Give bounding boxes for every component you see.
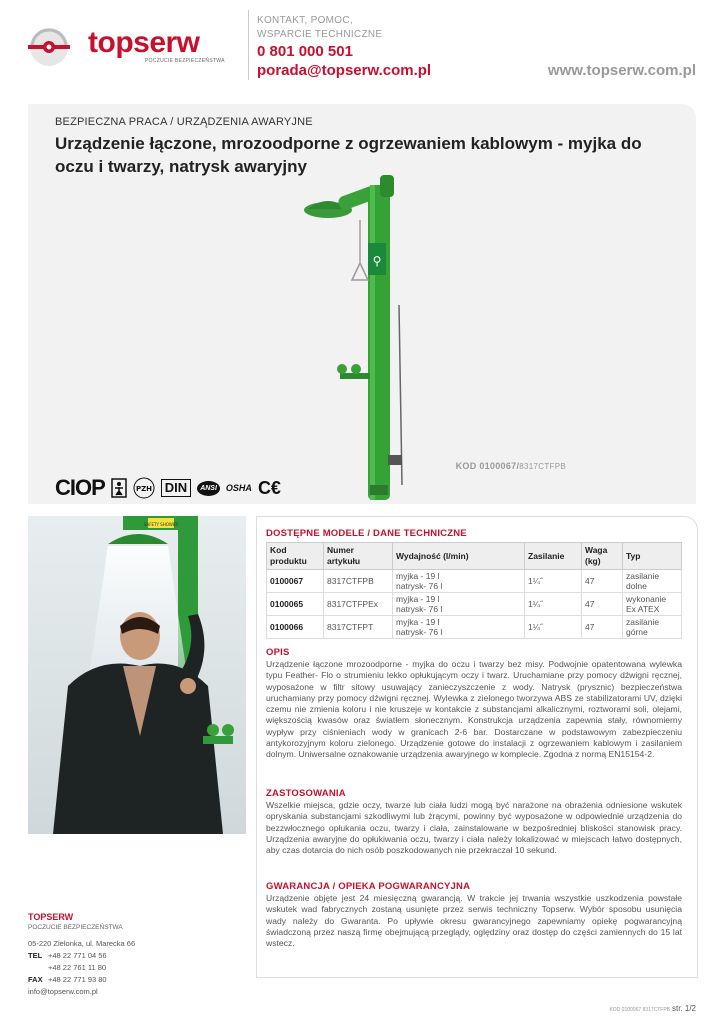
brand-name: topserw xyxy=(88,26,200,59)
brand-tagline: POCZUCIE BEZPIECZEŃSTWA xyxy=(145,58,225,64)
fax-number: +48 22 771 93 80 xyxy=(48,975,107,984)
topserw-logo-icon xyxy=(28,26,70,68)
opis-text: Urządzenie łączone mrozoodporne - myjka do oczu i twarzy bez misy. Podwojnie opatentowana wylewka typu Feather- Flo o strumieniu lekko opłukującym oczy i twarz. Uruchamiane przy pomocy dźwigni ręcznej, wyposażone w filtr sitowy usuwający zanieczyszczenie z wody. Natrysk (prysznic) bezpieczeństwa uruchamiany przy pomocy dźwigni ręcznej. Wylewka z zielonego tworzywa ABS ze stabilizatorami UV, dzięki czemu nie zmienia koloru i nie kruszeje w kontakcie z substancjami alkalicznymi, roztworami soli, olejami, większością kwasów oraz światłem słonecznym. Konstrukcja urządzenia zapewnia stały, równomierny wypływ przy ciśnieniach wody w granicach 2-6 bar. Dostarczane w podstawowym zabezpieczeniu antykorozyjnym koloru zielonego. Urządzenie gotowe do instalacji z ogrzewaniem kablowym i zasilaniem dolnym. Uniwersalne oznakowanie urządzenia awaryjnego w komplecie. Zgodna z normą EN15154-2. xyxy=(266,659,682,760)
email-link[interactable]: porada@topserw.com.pl xyxy=(257,62,432,79)
cell-numer: 8317CTFPEx xyxy=(324,593,393,616)
ciop-logo: CIOP xyxy=(55,475,105,500)
cell-typ-1: zasilanie xyxy=(626,571,660,581)
ansi-logo: ANSI xyxy=(197,481,220,496)
person-icon xyxy=(111,478,127,498)
models-table xyxy=(266,542,682,639)
footer-contact xyxy=(28,938,135,998)
opis-heading: OPIS xyxy=(266,647,290,658)
col-wydajnosc: Wydajność (l/min) xyxy=(393,543,525,570)
col-kod: Kod produktu xyxy=(267,543,324,570)
tel-number-2[interactable]: +48 22 761 11 80 xyxy=(48,963,107,972)
cell-wyd-natrysk: natrysk- 76 l xyxy=(396,581,443,591)
contact-line-1: KONTAKT, POMOC, xyxy=(257,15,353,26)
col-zasilanie: Zasilanie xyxy=(525,543,582,570)
footer-tel-1 xyxy=(28,950,135,962)
cell-wyd-myjka: myjka - 19 l xyxy=(396,594,440,604)
col-numer: Numer artykułu xyxy=(324,543,393,570)
table-row xyxy=(267,593,682,616)
cell-waga: 47 xyxy=(582,593,623,616)
cell-typ-2: górne xyxy=(626,627,648,637)
cell-typ xyxy=(623,616,682,639)
osha-logo: OSHA xyxy=(225,483,252,493)
cell-numer: 8317CTFPB xyxy=(324,570,393,593)
header-divider xyxy=(248,10,249,80)
shower-demo-photo xyxy=(28,516,246,834)
tel-number-1[interactable]: +48 22 771 04 56 xyxy=(48,951,107,960)
specs-heading: DOSTĘPNE MODELE / DANE TECHNICZNE xyxy=(266,528,467,539)
contact-label xyxy=(257,14,382,42)
cell-kod: 0100065 xyxy=(267,593,324,616)
product-code-sub: 8317CTFPB xyxy=(519,462,566,471)
cell-typ-1: wykonanie xyxy=(626,594,667,604)
cell-numer: 8317CTFPT xyxy=(324,616,393,639)
contact-line-2: WSPARCIE TECHNICZNE xyxy=(257,29,383,40)
cell-typ-1: zasilanie xyxy=(626,617,660,627)
cell-zasilanie: 1¼˝ xyxy=(525,570,582,593)
svg-text:⚲: ⚲ xyxy=(372,254,382,268)
table-row xyxy=(267,616,682,639)
phone-number[interactable]: 0 801 000 501 xyxy=(257,43,353,60)
footer-tagline: POCZUCIE BEZPIECZEŃSTWA xyxy=(28,924,123,931)
cell-typ xyxy=(623,593,682,616)
cell-typ xyxy=(623,570,682,593)
cell-waga: 47 xyxy=(582,570,623,593)
page-code: KOD 0100067 8317CTFPB xyxy=(609,1007,671,1013)
cell-typ-2: Ex ATEX xyxy=(626,604,660,614)
cell-wydajnosc xyxy=(393,616,525,639)
page-label: str. 1/2 xyxy=(671,1004,696,1013)
footer-address: 05-220 Zielonka, ul. Marecka 66 xyxy=(28,939,136,948)
eyewash-shower-product-image xyxy=(300,175,420,500)
gwarancja-heading: GWARANCJA / OPIEKA POGWARANCYJNA xyxy=(266,881,471,892)
gwarancja-text: Urządzenie objęte jest 24 miesięczną gwarancją. W trakcie jej trwania wszystkie uszkodzenia powstałe wskutek wad fabrycznych zostaną usunięte przez serwis techniczny Topserw. Wybór sposobu usunięcia wady należy do Gwaranta. Po upływie okresu gwarancyjnego zapewniamy opiekę pogwarancyjną świadczoną przez naszą firmę obejmującą przeglądy, oględziny oraz dostęp do części zamiennych do 15 lat wstecz. xyxy=(266,893,682,949)
cell-kod: 0100066 xyxy=(267,616,324,639)
footer-email[interactable]: info@topserw.com.pl xyxy=(28,987,98,996)
footer-fax xyxy=(28,974,135,986)
din-logo: DIN xyxy=(161,479,191,497)
cell-wyd-myjka: myjka - 19 l xyxy=(396,571,440,581)
cell-typ-2: dolne xyxy=(626,581,647,591)
table-header-row xyxy=(267,543,682,570)
cell-wyd-natrysk: natrysk- 76 l xyxy=(396,604,443,614)
svg-text:PZH: PZH xyxy=(135,485,152,493)
footer-company: TOPSERW xyxy=(28,912,74,922)
website-link[interactable]: www.topserw.com.pl xyxy=(547,62,696,79)
cell-wyd-natrysk: natrysk- 76 l xyxy=(396,627,443,637)
footer-tel-2 xyxy=(28,962,135,974)
ce-mark: C€ xyxy=(257,477,281,498)
shower-sign-text: SAFETY SHOWER xyxy=(143,522,179,527)
zastosowania-text: Wszelkie miejsca, gdzie oczy, twarze lub ciała ludzi mogą być narażone na obrażenia odniesione wskutek opryskania substancjami szkodliwymi lub żrącymi, powinny być wyposażone w odpowiednie urządzenia do bezzwłocznego opłukania oczu, twarzy i ciała, zainstalowane w bezpośredniej bliskości stanowisk pracy. Urządzenia awaryjne do opłukiwania oczu, twarzy i ciała należy lokalizować w miejscach łatwo dostępnych, aby czas dotarcia do nich osób poszkodowanych nie przekraczał 10 sekund. xyxy=(266,800,682,856)
table-row xyxy=(267,570,682,593)
cell-waga: 47 xyxy=(582,616,623,639)
cell-wydajnosc xyxy=(393,570,525,593)
product-code-main: KOD 0100067/ xyxy=(455,461,520,471)
zastosowania-heading: ZASTOSOWANIA xyxy=(266,788,346,799)
certification-logos xyxy=(55,476,281,500)
col-waga: Waga (kg) xyxy=(582,543,623,570)
cell-wydajnosc xyxy=(393,593,525,616)
pzh-seal-icon xyxy=(133,477,155,499)
cell-zasilanie: 1¼˝ xyxy=(525,616,582,639)
fax-label: FAX xyxy=(28,975,43,984)
tel-label: TEL xyxy=(28,951,43,960)
product-code xyxy=(456,461,566,471)
page-number xyxy=(609,1004,696,1013)
cell-kod: 0100067 xyxy=(267,570,324,593)
breadcrumb: BEZPIECZNA PRACA / URZĄDZENIA AWARYJNE xyxy=(55,116,313,128)
page-title: Urządzenie łączone, mrozoodporne z ogrzewaniem kablowym - myjka do oczu i twarzy, natrysk awaryjny xyxy=(55,134,642,176)
cell-wyd-myjka: myjka - 19 l xyxy=(396,617,440,627)
cell-zasilanie: 1¼˝ xyxy=(525,593,582,616)
col-typ: Typ xyxy=(623,543,682,570)
